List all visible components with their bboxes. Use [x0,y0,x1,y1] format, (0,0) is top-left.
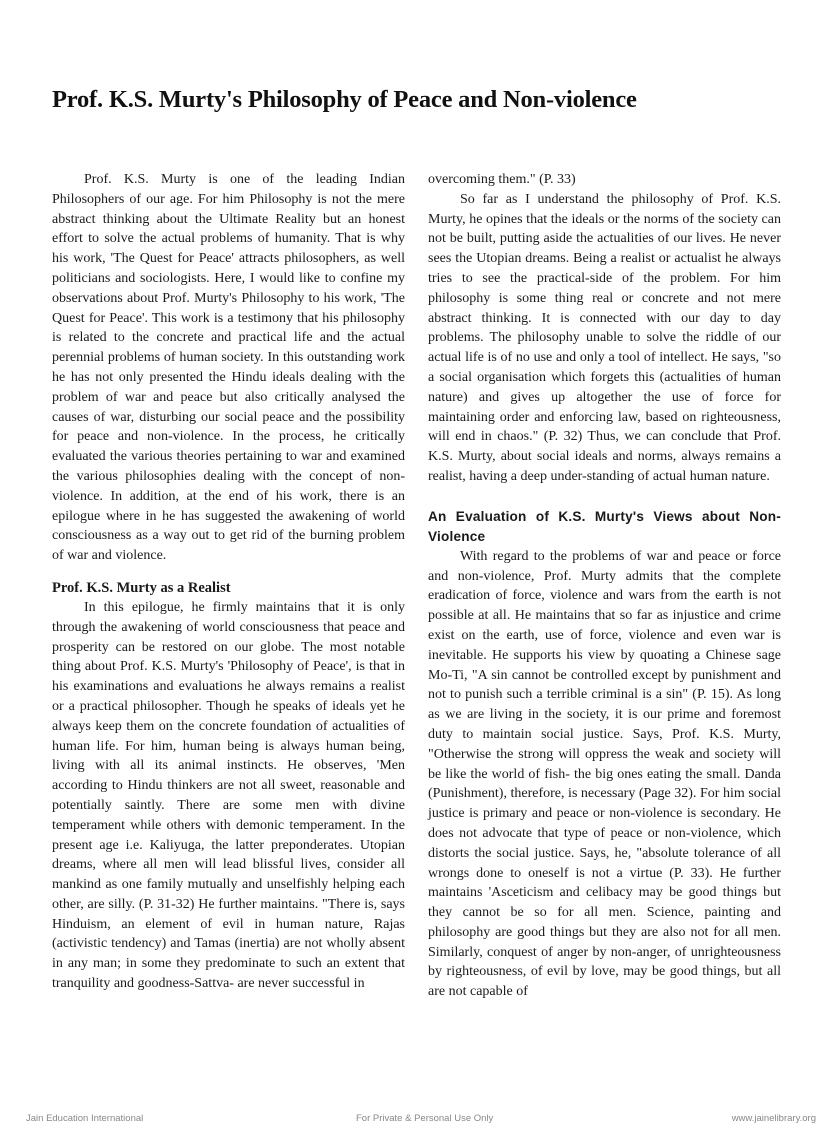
section-heading-evaluation: An Evaluation of K.S. Murty's Views about Non-Violence [428,508,781,544]
section-heading-realist: Prof. K.S. Murty as a Realist [52,579,231,596]
left-column [52,170,405,994]
evaluation-paragraph: With regard to the problems of war and peace or force and non-violence, Prof. Murty admits that the complete eradication of force, violence and wars from the earth is not possible at all. He maintains that so far as injustice and crime exist on the earth, use of force, violence and even war is inevitable. He supports his view by quoating a Chinese sage Mo-Ti, "A sin cannot be controlled except by punishment and not to punish such a terrible criminal is a sin" (P. 15). As long as we are living in the society, it is our prime and foremost duty to maintain social justice. Says, Prof. K.S. Murty, "Otherwise the strong will oppress the weak and society will be like the world of fish- the big ones eating the small. Danda (Punishment), therefore, is necessary (Page 32). For him social justice is primary and peace or non-violence is secondary. He does not advocate that type of peace or non-violence, which distorts the social justice. Says, he, "absolute tolerance of all wrongs done to oneself is not a virtue (P. 33). He further maintains 'Asceticism and celibacy may be good things but they cannot be so for all men. Science, painting and philosophy are good things but they are also not for all men. Similarly, conquest of anger by non-anger, of unrighteousness by righteousness, of evil by love, may be good things, but all are not capable of [428,548,781,1000]
page-title: Prof. K.S. Murty's Philosophy of Peace and Non-violence [52,86,637,113]
footer-right: www.jainelibrary.org [731,1113,816,1124]
continuation-paragraph: overcoming them." (P. 33) [428,172,576,187]
understanding-paragraph: So far as I understand the philosophy of Prof. K.S. Murty, he opines that the ideals or the norms of the society can not be built, putting aside the actualities of our lives. He never sees the Utopian dreams. Being a realist or actualist he always tries to see the practical-side of the problem. For him philosophy is some thing real or concrete and not mere abstract thinking. It is connected with our day to day problems. The philosophy unable to solve the riddle of our actual life is of no use and only a tool of intellect. He says, "so a social organisation which forgets this (actualities of human nature) and gives up altogether the use of force for maintaining order and enforcing law, based on righteousness, will end in chaos." (P. 32) Thus, we can conclude that Prof. K.S. Murty, about social ideals and norms, always remains a realist, having a deep under-standing of actual human nature. [428,191,781,484]
footer-left: Jain Education International [26,1113,144,1124]
footer-center: For Private & Personal Use Only [356,1113,494,1124]
right-column [428,170,781,1002]
intro-paragraph: Prof. K.S. Murty is one of the leading Indian Philosophers of our age. For him Philosophy is not the mere abstract thinking about the Ultimate Reality but an honest effort to solve the actual problems of humanity. That is why his work, 'The Quest for Peace' attracts philosophers, as well politicians and sociologists. Here, I would like to confine my observations about Prof. Murty's Philosophy to his work, 'The Quest for Peace'. This work is a testimony that his philosophy is related to the concrete and practical life and the actual perennial problems of human society. In this outstanding work he has not only presented the Hindu ideals dealing with the problem of war and peace but also critically analysed the causes of war, disturbing our social peace and the possibility for peace and non-violence. In the process, he critically evaluated the various theories pertaining to war and examined the various philosophies dealing with the concept of non-violence. In addition, at the end of his work, there is an epilogue where in he has suggested the awakening of world consciousness as a way out to get rid of the burning problem of war and violence. [52,172,405,564]
realist-paragraph: In this epilogue, he firmly maintains that it is only through the awakening of world consciousness that peace and prosperity can be restored on our globe. The most notable thing about Prof. K.S. Murty's 'Philosophy of Peace', is that in his examinations and evaluations he always remains a realist or a practical philosopher. Though he speaks of ideals yet he always keep them on the concrete foundation of actualities of human life. For him, human being is always human being, living with all its animal instincts. He observes, 'Men according to Hindu thinkers are not all sweet, reasonable and potentially saintly. There are some men with divine temperament while others with demonic temperament. In the present age i.e. Kaliyuga, the latter preponderates. Utopian dreams, where all men will lead blissful lives, consider all mankind as one family mutually and unselfishly helping each other, are silly. (P. 31-32) He further maintains. "There is, says Hinduism, an element of evil in human nature, Rajas (activistic tendency) and Tamas (inertia) are not wholly absent in any man; in some they predominate to such an extent that tranquility and goodness-Sattva- are never successful in [52,599,405,992]
